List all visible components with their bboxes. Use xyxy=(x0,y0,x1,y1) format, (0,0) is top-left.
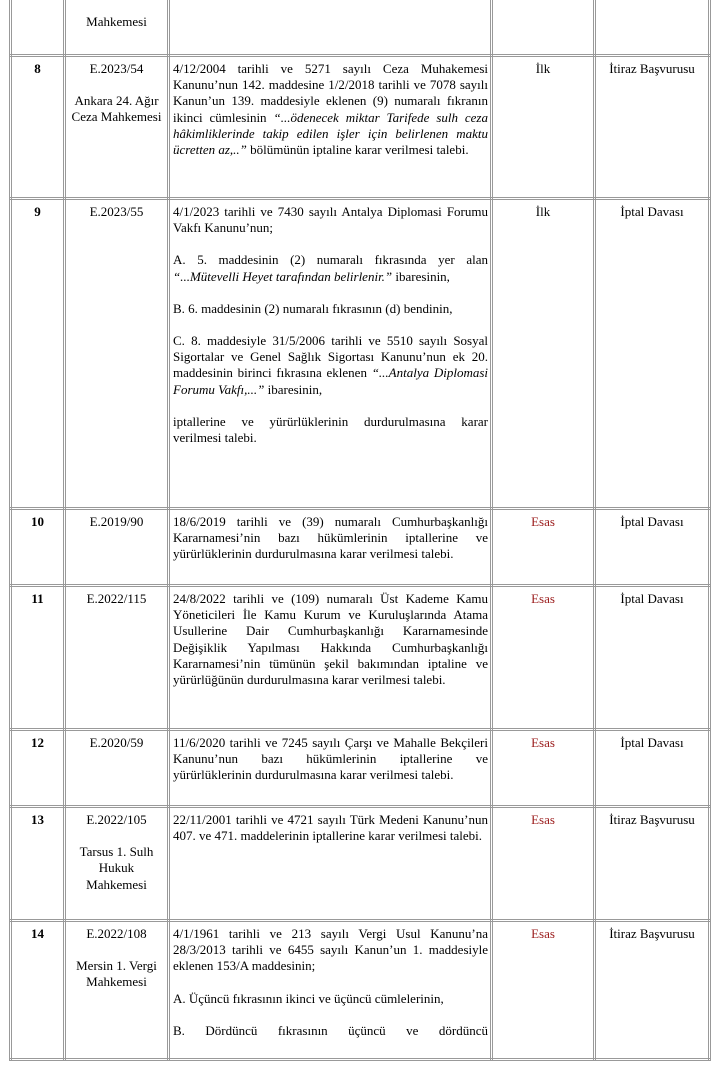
subject-text: 11/6/2020 tarihli ve 7245 sayılı Çarşı ve Mahalle Bekçileri Kanunu’nun bazı hükümlerinin iptallerine ve yürürlüklerinin durdurulmasına karar verilmesi talebi. xyxy=(173,735,488,783)
file-number: E.2022/115 xyxy=(86,591,147,606)
grid-line xyxy=(9,1058,711,1059)
row-number: 10 xyxy=(31,514,44,529)
grid-line xyxy=(9,584,711,585)
subject-text: 22/11/2001 tarihli ve 4721 sayılı Türk Medeni Kanunu’nun 407. ve 471. maddelerinin iptallerine karar verilmesi talebi. xyxy=(173,812,488,844)
grid-line xyxy=(490,0,491,1060)
row-number: 14 xyxy=(31,926,44,941)
grid-line xyxy=(9,0,10,1060)
file-cell xyxy=(70,61,163,126)
grid-line xyxy=(593,0,594,1060)
file-cell xyxy=(70,812,163,893)
subject-text: B. Dördüncü fıkrasının üçüncü ve dördüncü xyxy=(173,1022,488,1038)
subject-text: ibaresinin, xyxy=(264,381,323,397)
subject-cell xyxy=(173,926,488,1039)
grid-line xyxy=(9,728,711,729)
subject-text: B. 6. maddesinin (2) numaralı fıkrasının (d) bendinin, xyxy=(173,300,453,316)
grid-line xyxy=(169,0,170,1060)
stage-cell: Esas xyxy=(531,514,555,529)
grid-line xyxy=(9,199,711,200)
court-name: Tarsus 1. Sulh Hukuk Mahkemesi xyxy=(79,844,154,892)
file-number: E.2023/54 xyxy=(89,61,144,76)
row-number: 11 xyxy=(31,591,44,606)
subject-text: 4/12/2004 tarihli ve 5271 sayılı Ceza Muhakemesi Kanunu’nun 142. maddesine 1/2/2018 tarihli ve 7078 sayılı Kanun’un 139. maddesiyle eklenen (9) numaralı fıkranın ikinci cümlesinin xyxy=(173,61,488,125)
type-cell: İptal Davası xyxy=(620,204,684,219)
grid-line xyxy=(9,807,711,808)
file-number: E.2019/90 xyxy=(89,514,144,529)
type-cell: İtiraz Başvurusu xyxy=(609,926,695,941)
row-number: 13 xyxy=(31,812,44,827)
court-cell: Mahkemesi xyxy=(86,14,147,29)
subject-text: A. Üçüncü fıkrasının ikinci ve üçüncü cümlelerinin, xyxy=(173,990,444,1006)
file-number: E.2020/59 xyxy=(89,735,144,750)
grid-line xyxy=(9,586,711,587)
subject-text: iptallerine ve yürürlüklerinin durdurulmasına karar verilmesi talebi. xyxy=(173,413,488,446)
type-cell: İptal Davası xyxy=(620,735,684,750)
subject-text: 4/1/1961 tarihli ve 213 sayılı Vergi Usul Kanunu’na 28/3/2013 tarihli ve 6455 sayılı Kanun’un 1. maddesiyle eklenen 153/A maddesinin; xyxy=(173,926,488,974)
grid-line xyxy=(9,509,711,510)
subject-text: 18/6/2019 tarihli ve (39) numaralı Cumhurbaşkanlığı Kararnamesi’nin bazı hükümlerinin iptallerine ve yürürlüklerinin durdurulmasına karar verilmesi talebi. xyxy=(173,514,488,562)
type-cell: İtiraz Başvurusu xyxy=(609,61,695,76)
grid-line xyxy=(9,805,711,806)
stage-cell: İlk xyxy=(535,204,551,219)
stage-cell: Esas xyxy=(531,591,555,606)
row-number: 8 xyxy=(34,61,41,76)
court-name: Mersin 1. Vergi Mahkemesi xyxy=(76,958,157,990)
type-cell: İtiraz Başvurusu xyxy=(609,812,695,827)
stage-cell: İlk xyxy=(535,61,551,76)
grid-line xyxy=(708,0,709,1060)
grid-line xyxy=(9,730,711,731)
grid-line xyxy=(9,921,711,922)
type-cell: İptal Davası xyxy=(620,591,684,606)
subject-quote: “...Mütevelli Heyet tarafından belirlenir.” xyxy=(173,268,393,284)
stage-cell: Esas xyxy=(531,735,555,750)
stage-cell: Esas xyxy=(531,812,555,827)
grid-line xyxy=(9,1060,711,1061)
grid-line xyxy=(63,0,64,1060)
grid-line xyxy=(9,56,711,57)
subject-text: ibaresinin, xyxy=(392,268,450,284)
subject-quote: “...Antalya Diplomasi Forumu Vakfı,...” xyxy=(173,365,488,397)
file-number: E.2022/105 xyxy=(86,812,147,827)
file-cell xyxy=(70,926,163,991)
court-name: Ankara 24. Ağır Ceza Mahkemesi xyxy=(71,93,162,125)
stage-cell: Esas xyxy=(531,926,555,941)
subject-text: 4/1/2023 tarihli ve 7430 sayılı Antalya Diplomasi Forumu Vakfı Kanunu’nun; xyxy=(173,204,488,236)
subject-text: 24/8/2022 tarihli ve (109) numaralı Üst Kademe Kamu Yöneticileri İle Kamu Kurum ve Kuruluşlarında Atama Usullerine Dair Cumhurbaşkanlığı Kararnamesinde Değişiklik Yapılması Hakkında Cumhurbaşkanlığı Kararnamesi’nin tümünün şekil bakımından iptaline ve yürürlüğünün durdurulmasına karar verilmesi talebi. xyxy=(173,591,488,688)
subject-cell xyxy=(173,61,488,158)
row-number: 12 xyxy=(31,735,44,750)
grid-line xyxy=(710,0,711,1060)
grid-line xyxy=(9,507,711,508)
grid-line xyxy=(9,54,711,55)
subject-text: A. 5. maddesinin (2) numaralı fıkrasında yer alan xyxy=(173,252,488,268)
file-number: E.2023/55 xyxy=(89,204,144,219)
subject-text: C. 8. maddesiyle 31/5/2006 tarihli ve 5510 sayılı Sosyal Sigortalar ve Genel Sağlık Sigortası Kanunu’nun ek 20. maddesinin birinci fıkrasına eklenen xyxy=(173,333,488,381)
row-number: 9 xyxy=(34,204,41,219)
grid-line xyxy=(65,0,66,1060)
subject-quote: “...ödenecek miktar Tarifede sulh ceza hâkimliklerinde takip edilen işler için belirlenen maktu ücretten az,..” xyxy=(173,109,488,158)
grid-line xyxy=(9,197,711,198)
subject-text: bölümünün iptaline karar verilmesi talebi. xyxy=(246,142,469,158)
file-number: E.2022/108 xyxy=(86,926,147,941)
type-cell: İptal Davası xyxy=(620,514,684,529)
subject-cell xyxy=(173,204,488,446)
grid-line xyxy=(167,0,168,1060)
grid-line xyxy=(9,919,711,920)
